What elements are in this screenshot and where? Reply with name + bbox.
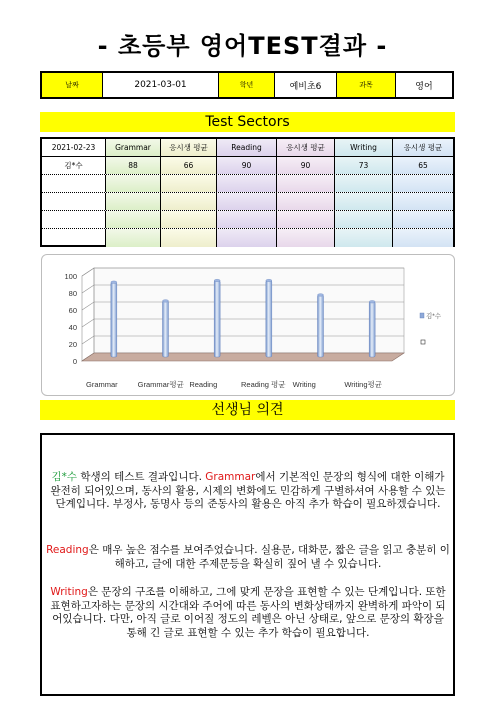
teacher-comment-box	[40, 433, 455, 696]
y-tick-label: 80	[68, 289, 77, 298]
header-grammar: Grammar	[106, 139, 161, 156]
x-tick-label: Reading 평균	[241, 380, 286, 389]
reading-avg-cell: 90	[277, 157, 335, 174]
chart-bar	[318, 295, 324, 357]
grammar-avg-cell: 66	[161, 157, 217, 174]
score-chart	[41, 254, 455, 396]
date-value: 2021-03-01	[103, 73, 219, 97]
chart-bar	[163, 301, 169, 357]
chart-bar	[111, 282, 117, 357]
x-tick-label: Writing	[292, 380, 316, 389]
header-reading: Reading	[217, 139, 277, 156]
y-tick-label: 40	[68, 323, 77, 332]
chart-floor	[82, 353, 404, 361]
table-row	[42, 211, 453, 229]
grade-label: 학년	[219, 73, 275, 97]
chart-bar-top	[369, 300, 375, 303]
grammar-score-cell: 88	[106, 157, 161, 174]
header-date: 2021-02-23	[42, 139, 106, 156]
header-writing: Writing	[335, 139, 393, 156]
writing-avg-cell: 65	[393, 157, 453, 174]
info-table	[40, 71, 454, 99]
chart-back-wall	[94, 268, 404, 353]
x-tick-label: Grammar평균	[137, 380, 184, 389]
date-label: 날짜	[42, 73, 103, 97]
writing-keyword: Writing	[50, 586, 88, 598]
subject-label: 과목	[337, 73, 396, 97]
table-row	[42, 193, 453, 211]
comment-paragraph-3: Writing은 문장의 구조를 이해하고, 그에 맞게 문장을 표현할 수 있는 단계입니다. 또한 표현하고자하는 문장의 시간대와 주어에 따른 동사의 변화상태까지 완벽하게 파악이 되어있습니다. 다만, 아직 글로 이어질 정도의 레벨은 아닌 상태로, 앞으로 문장의 확장을 통해 긴 글로 표현할 수 있는 추가 학습이 필요합니다.	[50, 586, 446, 639]
grammar-keyword: Grammar	[205, 471, 256, 483]
scores-table	[40, 137, 455, 247]
reading-score-cell: 90	[217, 157, 277, 174]
chart-bar-top	[111, 281, 117, 284]
comment-paragraph-1: 김*수 학생의 테스트 결과입니다. Grammar에서 기본적인 문장의 형식에 대한 이해가 완전히 되어있으며, 동사의 활용, 시제의 변화에도 민감하게 구별하셔여 사용할 수 있는 단계입니다. 부정사, 동명사 등의 준동사의 활용은 아직 추가 학습이 필요하겠습니다.	[50, 471, 446, 510]
chart-bar	[369, 302, 375, 357]
chart-bar-top	[163, 300, 169, 303]
chart-bar-top	[318, 294, 324, 297]
subject-value: 영어	[415, 81, 433, 92]
y-tick-label: 60	[68, 306, 77, 315]
writing-score-cell: 73	[335, 157, 393, 174]
page-title: - 초등부 영어TEST결과 -	[97, 32, 388, 60]
header-grammar-avg: 응시생 평균	[161, 139, 217, 156]
y-tick-label: 100	[64, 272, 77, 281]
teacher-opinion-title: 선생님 의견	[40, 400, 455, 420]
chart-side-wall	[82, 268, 94, 361]
grade-value: 예비초6	[275, 73, 337, 97]
student-name-cell: 김*수	[42, 157, 106, 174]
table-row	[42, 157, 453, 175]
legend-swatch	[420, 313, 424, 318]
student-name: 김*수	[51, 471, 78, 483]
scores-header-row	[42, 139, 453, 157]
x-tick-label: Grammar	[86, 380, 118, 389]
test-sectors-title: Test Sectors	[40, 112, 455, 132]
x-tick-label: Reading	[189, 380, 218, 389]
comment-paragraph-2: Reading은 매우 높은 점수를 보여주었습니다. 실용문, 대화문, 짧은 글을 읽고 충분히 이해하고, 글에 대한 주제문등을 확실히 짚어 낼 수 있습니다.	[46, 544, 450, 570]
table-row	[42, 229, 453, 247]
header-writing-avg: 응시생 평균	[393, 139, 453, 156]
chart-bar	[214, 281, 220, 358]
chart-bar-top	[266, 279, 272, 282]
y-tick-label: 0	[72, 357, 77, 366]
chart-bar-top	[214, 279, 220, 282]
x-tick-label: Writing평균	[344, 380, 383, 389]
score-chart-svg	[42, 255, 454, 395]
table-row	[42, 175, 453, 193]
y-tick-label: 20	[68, 340, 77, 349]
legend-label: 김*수	[426, 313, 442, 320]
legend-swatch-empty	[421, 340, 425, 344]
header-reading-avg: 응시생 평균	[277, 139, 335, 156]
chart-bar	[266, 281, 272, 358]
reading-keyword: Reading	[46, 544, 89, 556]
